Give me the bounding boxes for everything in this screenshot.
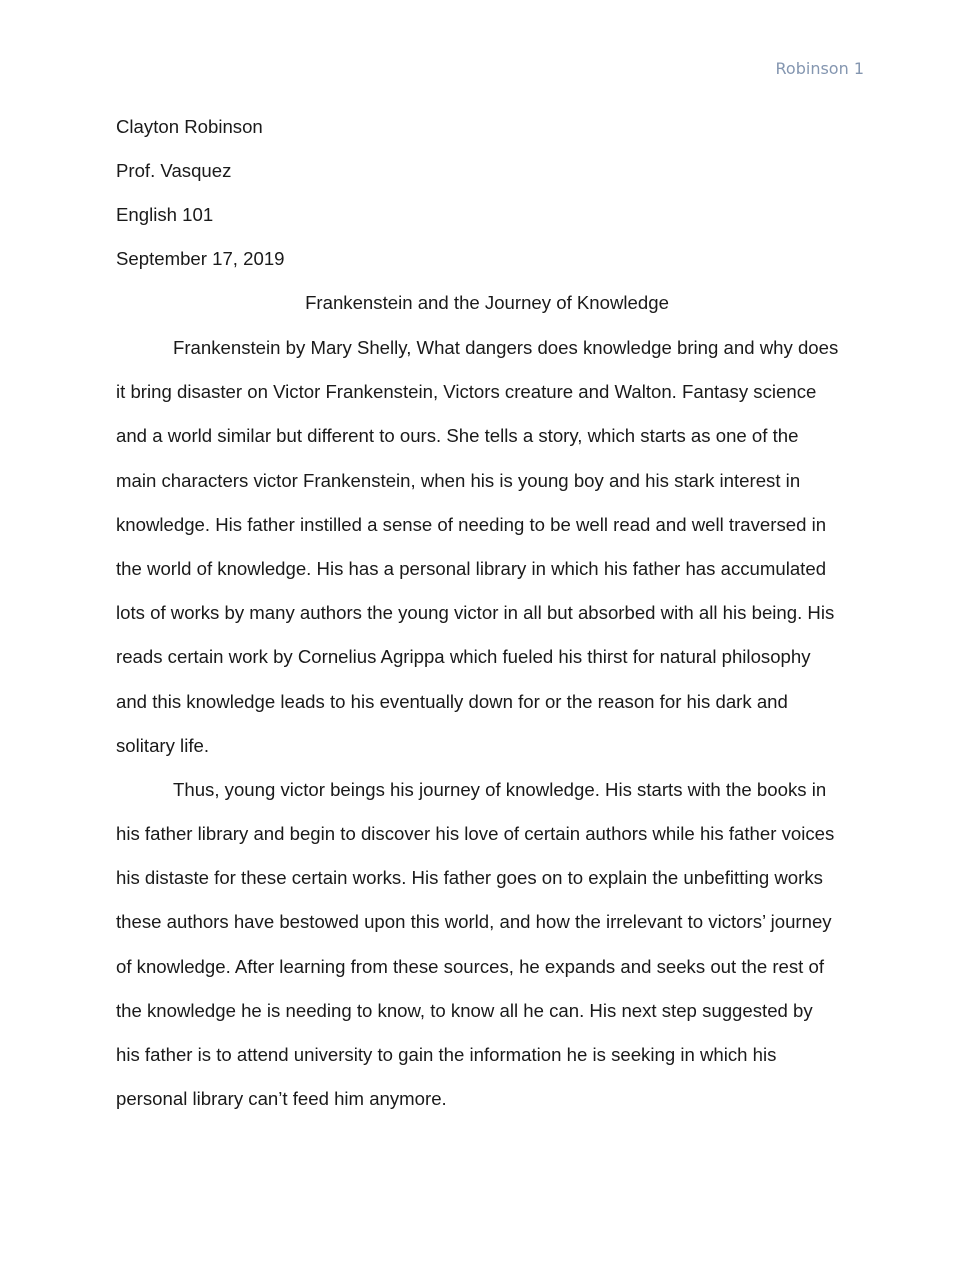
text-line: lots of works by many authors the young victor in all but absorbed with all his being. His (116, 602, 835, 624)
author-name: Clayton Robinson (116, 116, 263, 137)
text-line: his distaste for these certain works. His father goes on to explain the unbefitting works (116, 867, 823, 889)
text-line: the knowledge he is needing to know, to know all he can. His next step suggested by (116, 999, 813, 1021)
document-body (116, 336, 864, 1131)
text-line: his father is to attend university to gain the information he is seeking in which his (116, 1044, 777, 1065)
running-header: Robinson 1 (775, 59, 864, 78)
document-title: Frankenstein and the Journey of Knowledge (305, 292, 669, 313)
text-line: reads certain work by Cornelius Agrippa which fueled his thirst for natural philosophy (116, 646, 811, 668)
text-line: main characters victor Frankenstein, when his is young boy and his stark interest in (116, 469, 801, 491)
text-line: Frankenstein by Mary Shelly, What dangers does knowledge bring and why does (173, 337, 839, 358)
text-line: and this knowledge leads to his eventually down for or the reason for his dark and (116, 690, 788, 712)
text-line: the world of knowledge. His has a personal library in which his father has accumulated (116, 557, 827, 579)
document-date: September 17, 2019 (116, 248, 285, 269)
text-line: personal library can’t feed him anymore. (116, 1088, 447, 1110)
text-line: of knowledge. After learning from these sources, he expands and seeks out the rest of (116, 955, 825, 977)
text-line: knowledge. His father instilled a sense of needing to be well read and well traversed in (116, 513, 827, 535)
paragraph-1 (116, 336, 864, 778)
text-line: and a world similar but different to ours. She tells a story, which starts as one of the (116, 425, 799, 447)
mla-heading (116, 115, 864, 291)
paragraph-2 (116, 778, 864, 1132)
text-line: solitary life. (116, 734, 209, 756)
text-line: it bring disaster on Victor Frankenstein, Victors creature and Walton. Fantasy science (116, 381, 817, 403)
instructor-name: Prof. Vasquez (116, 160, 232, 181)
text-line: his father library and begin to discover his love of certain authors while his father voices (116, 823, 835, 845)
course-name: English 101 (116, 204, 214, 225)
text-line: Thus, young victor beings his journey of knowledge. His starts with the books in (173, 778, 827, 800)
text-line: these authors have bestowed upon this world, and how the irrelevant to victors’ journey (116, 911, 832, 933)
